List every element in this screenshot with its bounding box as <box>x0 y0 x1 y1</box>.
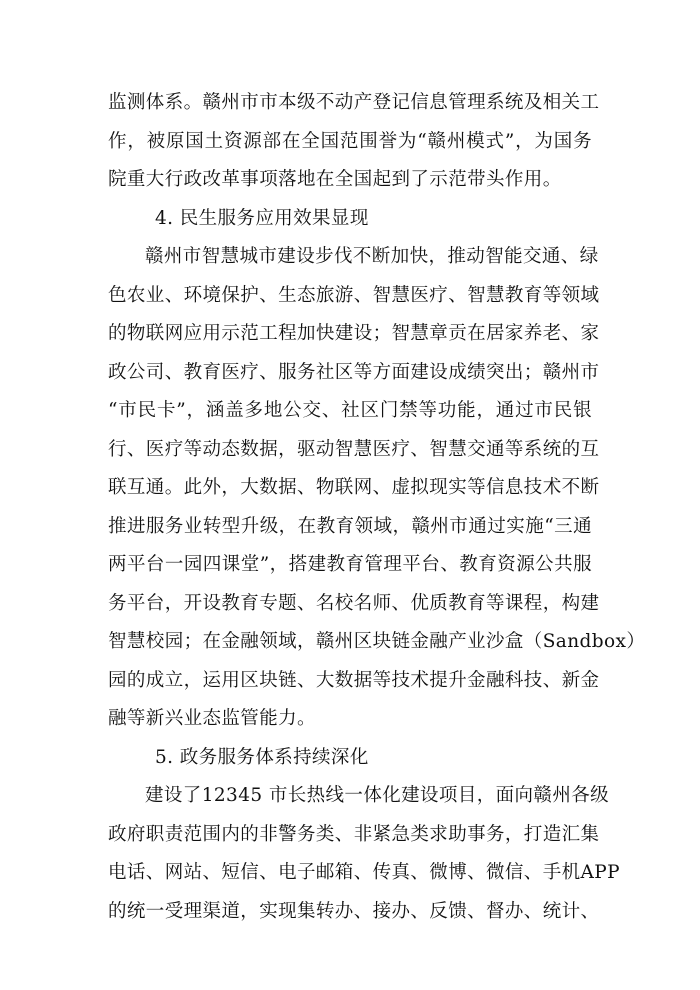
paragraph-1-line-2: 作，被原国土资源部在全国范围誉为“赣州模式”，为国务 <box>108 131 592 152</box>
paragraph-2-line-7: 联互通。此外，大数据、物联网、虚拟现实等信息技术不断 <box>108 477 600 498</box>
paragraph-3-line-1: 建设了12345 市长热线一体化建设项目，面向赣州各级 <box>145 785 610 806</box>
paragraph-2-line-6: 行、医疗等动态数据，驱动智慧医疗、智慧交通等系统的互 <box>108 439 600 460</box>
paragraph-2-line-2: 色农业、环境保护、生态旅游、智慧医疗、智慧教育等领域 <box>108 285 600 306</box>
paragraph-2-line-1: 赣州市智慧城市建设步伐不断加快，推动智能交通、绿 <box>145 246 599 267</box>
paragraph-2-line-11: 智慧校园；在金融领域，赣州区块链金融产业沙盒（Sandbox） <box>108 631 646 652</box>
section-heading-4: 4. 民生服务应用效果显现 <box>155 208 369 229</box>
paragraph-2-line-10: 务平台，开设教育专题、名校名师、优质教育等课程，构建 <box>108 593 600 614</box>
paragraph-2-line-8: 推进服务业转型升级，在教育领域，赣州市通过实施“三通 <box>108 516 592 537</box>
paragraph-2-line-3: 的物联网应用示范工程加快建设；智慧章贡在居家养老、家 <box>108 323 600 344</box>
paragraph-3-line-3: 电话、网站、短信、电子邮箱、传真、微博、微信、手机APP <box>108 862 620 883</box>
paragraph-2-line-9: 两平台一园四课堂”，搭建教育管理平台、教育资源公共服 <box>108 554 592 575</box>
paragraph-2-line-13: 融等新兴业态监管能力。 <box>108 708 316 729</box>
paragraph-2-line-4: 政公司、教育医疗、服务社区等方面建设成绩突出；赣州市 <box>108 362 600 383</box>
paragraph-1-line-3: 院重大行政改革事项落地在全国起到了示范带头作用。 <box>108 169 562 190</box>
paragraph-3-line-4: 的统一受理渠道，实现集转办、接办、反馈、督办、统计、 <box>108 901 600 922</box>
paragraph-2-line-5: “市民卡”，涵盖多地公交、社区门禁等功能，通过市民银 <box>108 400 592 421</box>
section-heading-5: 5. 政务服务体系持续深化 <box>155 747 369 768</box>
paragraph-2-line-12: 园的成立，运用区块链、大数据等技术提升金融科技、新金 <box>108 670 600 691</box>
paragraph-3-line-2: 政府职责范围内的非警务类、非紧急类求助事务，打造汇集 <box>108 824 600 845</box>
paragraph-1-line-1: 监测体系。赣州市市本级不动产登记信息管理系统及相关工 <box>108 92 600 113</box>
